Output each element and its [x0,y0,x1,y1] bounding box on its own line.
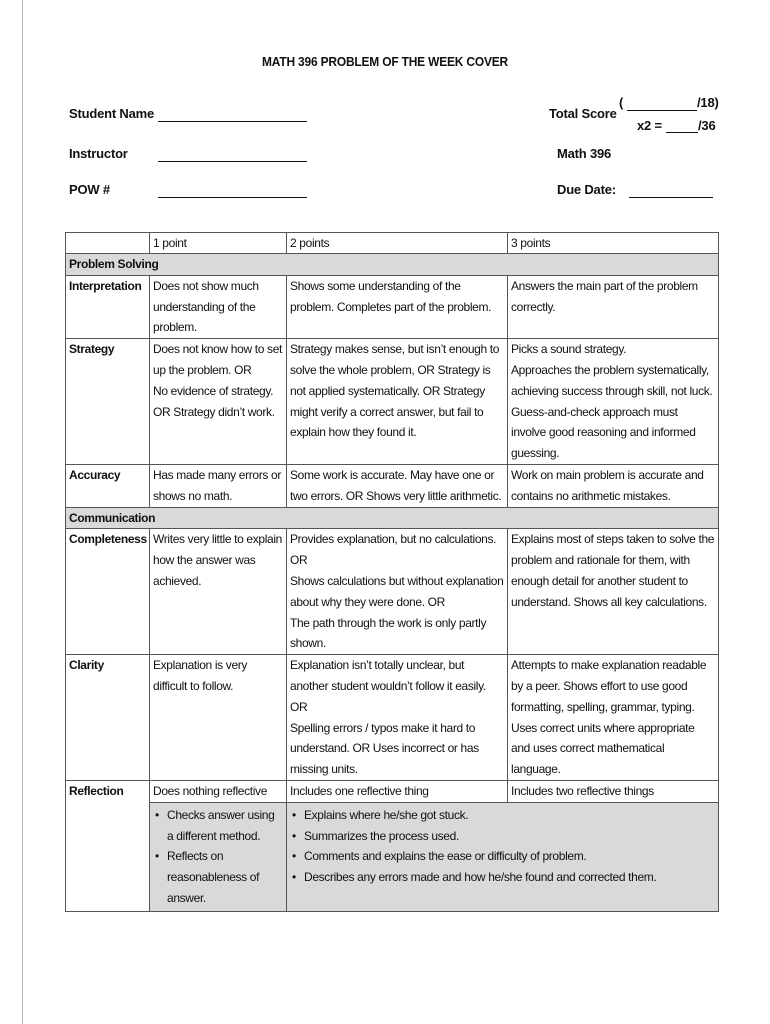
rubric-table [65,232,719,912]
cell-line: No evidence of strategy. [153,383,274,398]
rubric-cell [150,339,287,465]
score-multiplier: x2 = [637,118,662,133]
rubric-cell [287,529,508,655]
rubric-cell: Does nothing reflective [150,780,287,802]
due-date-field[interactable] [629,197,713,198]
column-header: 1 point [150,233,287,254]
criterion-label: Interpretation [66,275,150,338]
section-heading: Problem Solving [66,254,719,276]
score-out-of-36: /36 [698,118,716,133]
rubric-cell: Has made many errors or shows no math. [150,464,287,507]
rubric-row [66,529,719,655]
total-score-label: Total Score [549,106,617,121]
bullet-item: • Comments and explains the ease or difficulty of problem. [304,846,715,867]
rubric-cell [508,339,719,465]
rubric-row [66,655,719,781]
score-out-of-18: /18) [697,95,719,110]
score-open-paren: ( [619,95,624,110]
bullet-list [153,805,283,909]
rubric-cell [287,655,508,781]
cell-line: The path through the work is only partly shown. [290,615,487,651]
cell-line: Shows calculations but without explanation about why they were done. OR [290,573,504,609]
rubric-row [66,780,719,802]
rubric-cell: Answers the main part of the problem correctly. [508,275,719,338]
pow-number-label: POW # [69,182,110,197]
rubric-corner-cell [66,233,150,254]
student-name-field[interactable] [158,121,307,122]
final-score-field[interactable] [666,132,698,133]
column-header: 3 points [508,233,719,254]
bullet-item: • Summarizes the process used. [304,826,715,847]
column-header: 2 points [287,233,508,254]
rubric-cell: Includes two reflective things [508,780,719,802]
reflection-examples-right [287,802,719,911]
cell-line: Spelling errors / typos make it hard to understand. OR Uses incorrect or has missing units. [290,720,479,777]
rubric-row [66,464,719,507]
rubric-cell: Attempts to make explanation readable by a peer. Shows effort to use good formatting, spelling, grammar, typing. Uses correct units where appropriate and uses correct mathematical language. [508,655,719,781]
bullet-item: • Explains where he/she got stuck. [304,805,715,826]
cell-line: Guess-and-check approach must involve good reasoning and informed guessing. [511,404,696,461]
bullet-list [290,805,715,888]
student-name-label: Student Name [69,106,155,121]
rubric-cell: Explanation is very difficult to follow. [150,655,287,781]
reflection-examples-row [66,802,719,911]
pow-number-field[interactable] [158,197,307,198]
cell-line: Provides explanation, but no calculations. [290,532,497,547]
rubric-cell: Shows some understanding of the problem. Completes part of the problem. [287,275,508,338]
cell-line: Does not know how to set up the problem. OR [153,342,283,377]
cell-line: OR [290,553,308,568]
bullet-item: • Reflects on reasonableness of answer. [167,846,283,908]
due-date-label: Due Date: [557,182,616,197]
criterion-label: Accuracy [66,464,150,507]
rubric-cell: Explains most of steps taken to solve the problem and rationale for them, with enough detail for another student to understand. Shows all key calculations. [508,529,719,655]
cell-line: Approaches the problem systematically, achieving success through skill, not luck. [511,362,713,398]
rubric-cell: Work on main problem is accurate and contains no arithmetic mistakes. [508,464,719,507]
rubric-cell: Strategy makes sense, but isn’t enough to solve the whole problem, OR Strategy is not applied systematically. OR Strategy might verify a correct answer, but fail to explain how they found it. [287,339,508,465]
page-title: MATH 396 PROBLEM OF THE WEEK COVER [261,54,509,69]
cell-line: Explanation isn’t totally unclear, but another student wouldn’t follow it easily. OR [290,658,486,714]
section-heading: Communication [66,507,719,529]
bullet-item: • Checks answer using a different method. [167,805,283,847]
criterion-label: Completeness [66,529,150,655]
rubric-row [66,275,719,338]
bullet-item: • Describes any errors made and how he/she found and corrected them. [304,867,715,888]
instructor-field[interactable] [158,161,307,162]
section-row [66,507,719,529]
rubric-cell: Writes very little to explain how the answer was achieved. [150,529,287,655]
criterion-label: Reflection [66,780,150,911]
rubric-cell: Some work is accurate. May have one or two errors. OR Shows very little arithmetic. [287,464,508,507]
instructor-label: Instructor [69,146,128,161]
rubric-header-row [66,233,719,254]
rubric-cell: Does not show much understanding of the problem. [150,275,287,338]
rubric-row [66,339,719,465]
reflection-examples-left [150,802,287,911]
criterion-label: Strategy [66,339,150,465]
section-row [66,254,719,276]
rubric-cell: Includes one reflective thing [287,780,508,802]
cell-line: Picks a sound strategy. [511,342,627,357]
course-label: Math 396 [557,146,612,161]
criterion-label: Clarity [66,655,150,781]
cell-line: OR Strategy didn’t work. [153,404,275,419]
page-edge-line [22,0,23,1024]
raw-score-field[interactable] [627,110,697,111]
